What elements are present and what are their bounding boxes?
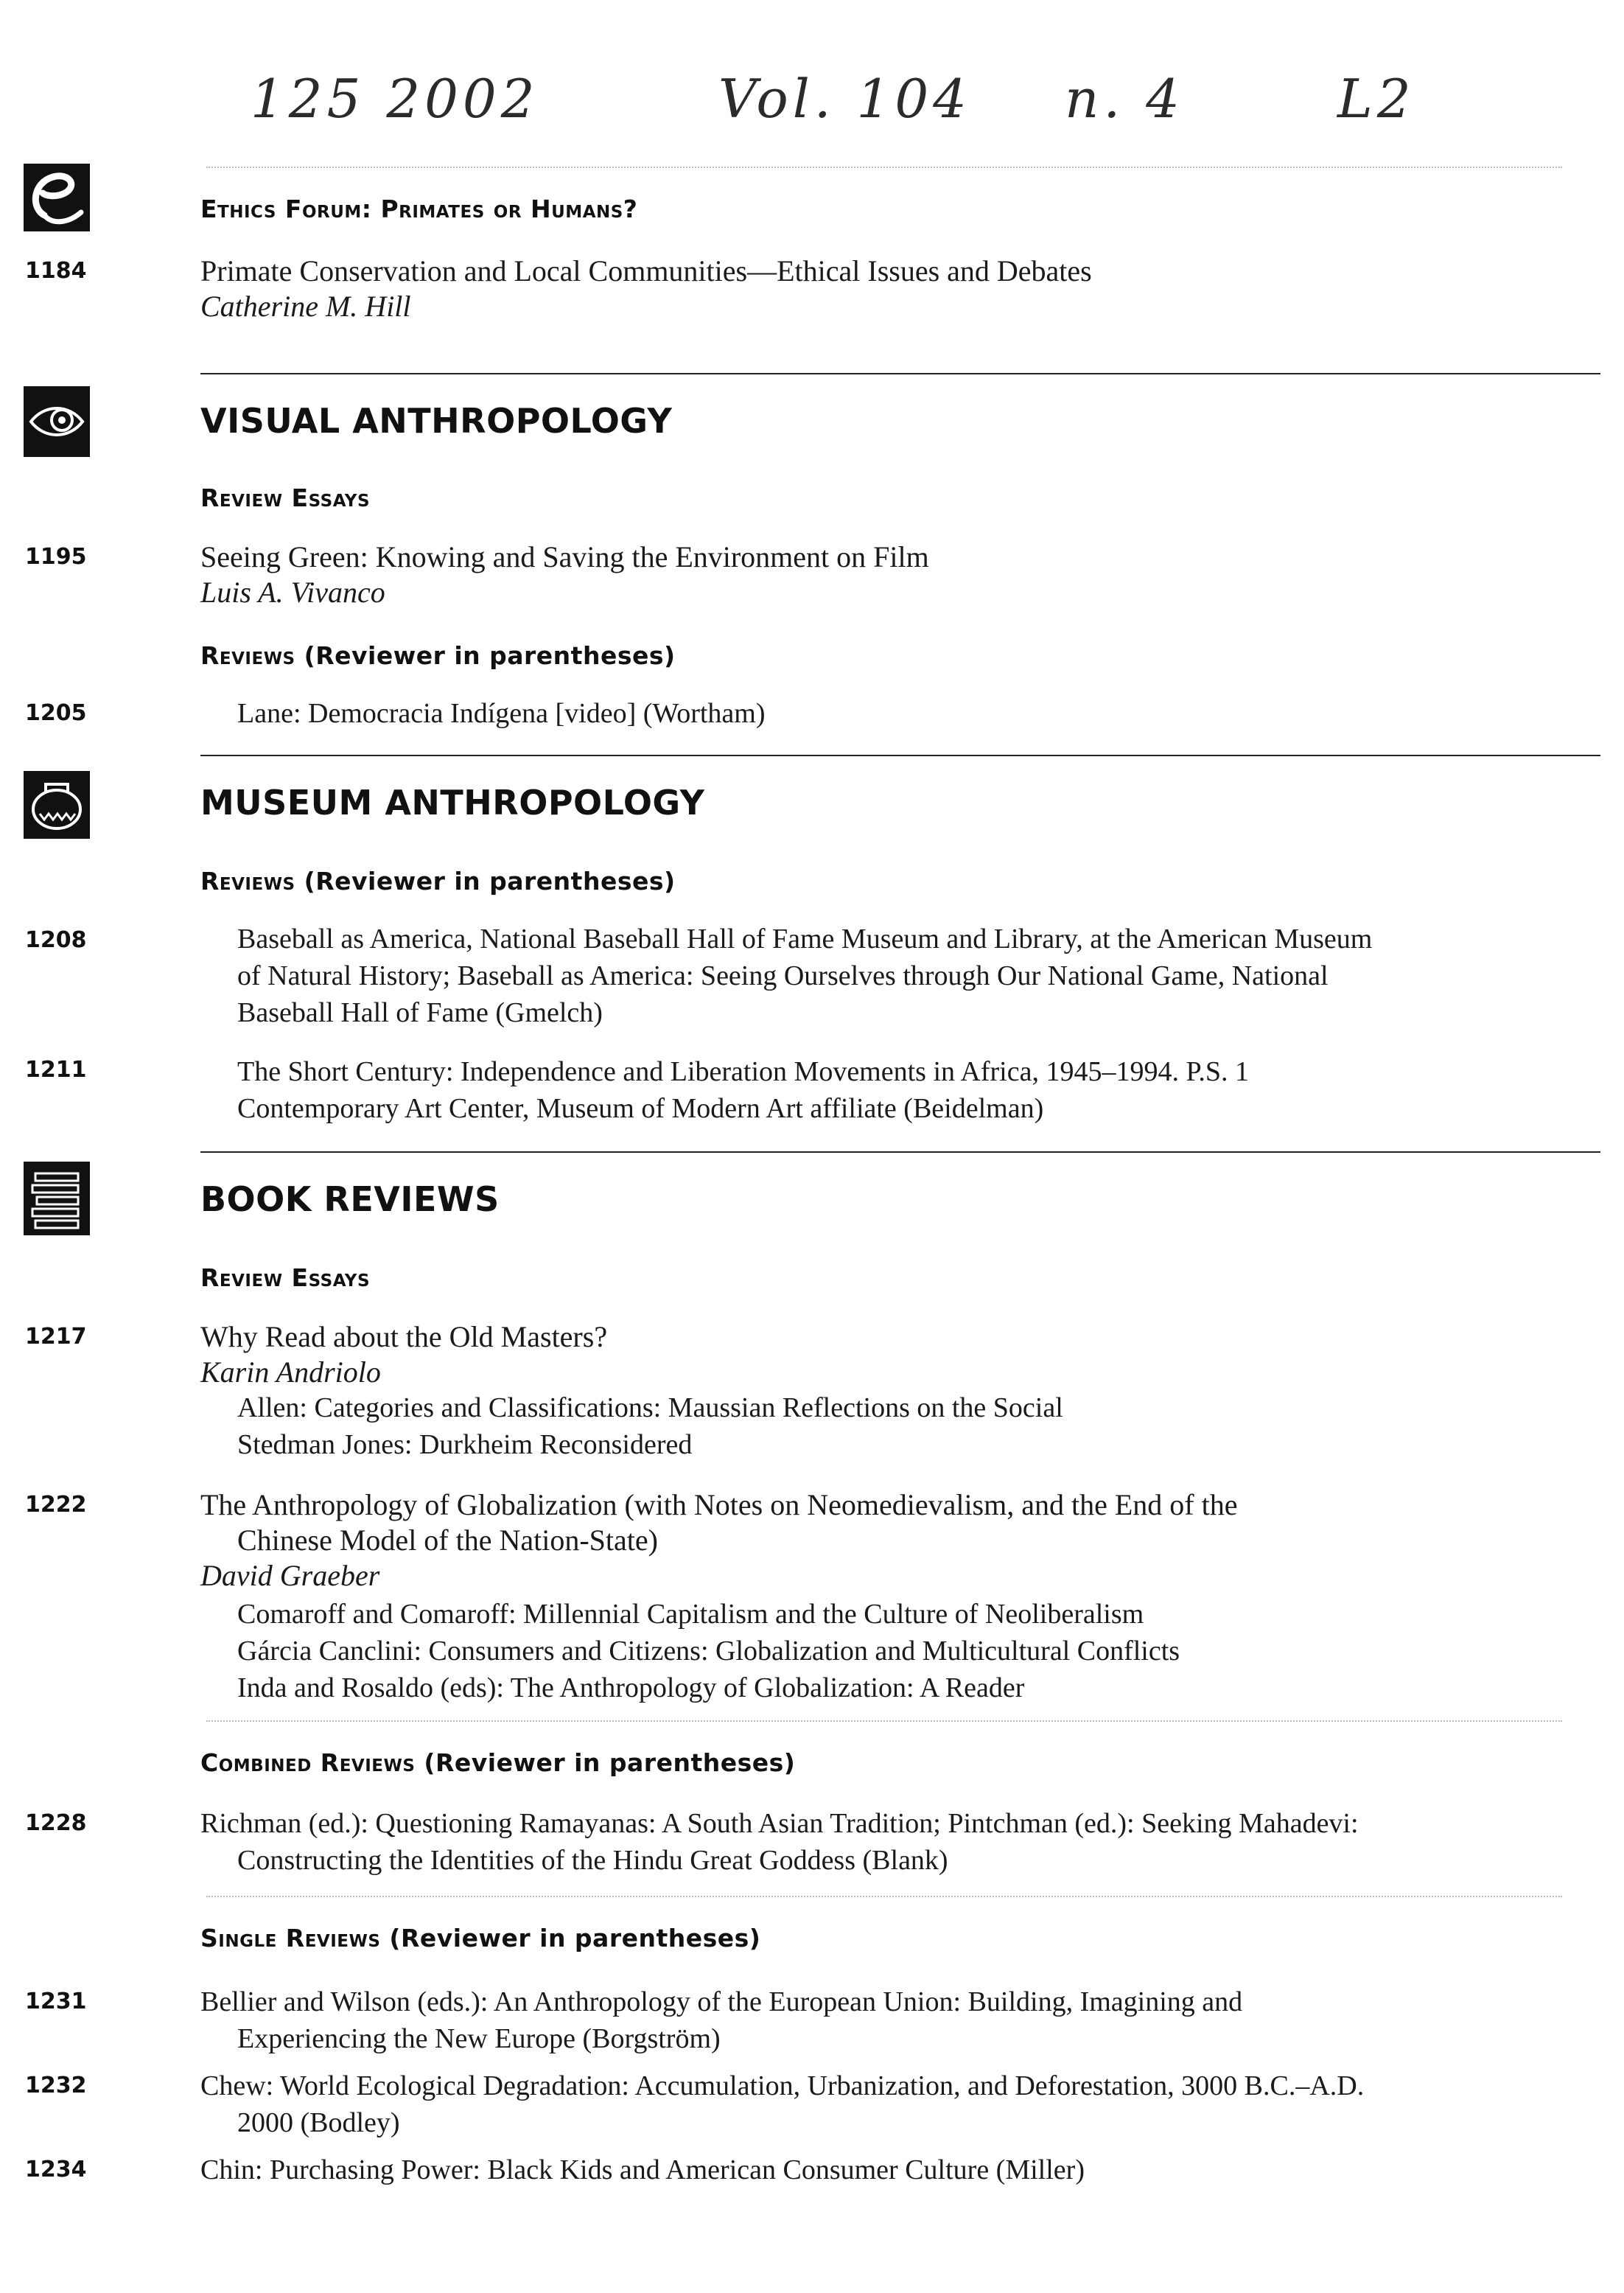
review-entry-line: Richman (ed.): Questioning Ramayanas: A South Asian Tradition; Pintchman (ed.): Seeking Mahadevi: bbox=[200, 1808, 1359, 1839]
review-essays-heading: Review Essays bbox=[200, 1263, 371, 1292]
ethics-forum-icon bbox=[24, 164, 90, 231]
page-number: 1205 bbox=[25, 700, 87, 726]
page-number: 1208 bbox=[25, 927, 87, 953]
reviewed-book: Comaroff and Comaroff: Millennial Capitalism and the Culture of Neoliberalism bbox=[237, 1599, 1144, 1630]
reviewed-book: Stedman Jones: Durkheim Reconsidered bbox=[237, 1429, 693, 1460]
article-title: Why Read about the Old Masters? bbox=[200, 1320, 608, 1353]
handwritten-note: Vol. 104 bbox=[718, 68, 971, 130]
review-entry-line: Baseball as America, National Baseball Hall of Fame Museum and Library, at the American Museum bbox=[237, 924, 1373, 954]
review-entry-line: Experiencing the New Europe (Borgström) bbox=[237, 2023, 721, 2054]
section-title-visual-anthropology: VISUAL ANTHROPOLOGY bbox=[200, 401, 673, 441]
page-number: 1234 bbox=[25, 2157, 87, 2182]
review-entry-line: Baseball Hall of Fame (Gmelch) bbox=[237, 997, 603, 1028]
article-title: The Anthropology of Globalization (with Notes on Neomedievalism, and the End of the bbox=[200, 1488, 1238, 1521]
review-entry-line: Bellier and Wilson (eds.): An Anthropology of the European Union: Building, Imagining and bbox=[200, 1986, 1243, 2017]
page-number: 1228 bbox=[25, 1810, 87, 1836]
handwritten-note: 125 2002 bbox=[251, 68, 539, 130]
eye-icon bbox=[24, 386, 90, 457]
section-divider bbox=[200, 373, 1600, 374]
article-author: David Graeber bbox=[200, 1559, 380, 1592]
article-author: Luis A. Vivanco bbox=[200, 576, 385, 609]
reviewed-book: Allen: Categories and Classifications: Maussian Reflections on the Social bbox=[237, 1392, 1063, 1423]
section-title-museum-anthropology: MUSEUM ANTHROPOLOGY bbox=[200, 783, 705, 823]
review-entry-line: Contemporary Art Center, Museum of Modern Art affiliate (Beidelman) bbox=[237, 1093, 1044, 1124]
review-entry-line: Chin: Purchasing Power: Black Kids and American Consumer Culture (Miller) bbox=[200, 2154, 1085, 2185]
combined-reviews-heading: Combined Reviews (Reviewer in parentheses) bbox=[200, 1748, 796, 1777]
review-entry-line: Chew: World Ecological Degradation: Accumulation, Urbanization, and Deforestation, 3000 B.C.–A.D. bbox=[200, 2070, 1365, 2101]
reviewed-book: Gárcia Canclini: Consumers and Citizens: Globalization and Multicultural Conflicts bbox=[237, 1636, 1180, 1666]
article-author: Karin Andriolo bbox=[200, 1355, 381, 1389]
section-divider bbox=[200, 1151, 1600, 1153]
pot-icon bbox=[24, 771, 90, 839]
article-author: Catherine M. Hill bbox=[200, 290, 411, 323]
ethics-forum-heading: Ethics Forum: Primates or Humans? bbox=[200, 195, 638, 223]
handwritten-note: L2 bbox=[1337, 68, 1415, 130]
review-entry-line: of Natural History; Baseball as America: Seeing Ourselves through Our National Game, National bbox=[237, 960, 1329, 991]
review-entry-line: 2000 (Bodley) bbox=[237, 2107, 400, 2138]
article-title: Seeing Green: Knowing and Saving the Environment on Film bbox=[200, 540, 929, 573]
review-entry-line: Constructing the Identities of the Hindu Great Goddess (Blank) bbox=[237, 1845, 948, 1876]
article-title-continued: Chinese Model of the Nation-State) bbox=[237, 1524, 658, 1557]
page-number: 1211 bbox=[25, 1057, 87, 1083]
page-number: 1232 bbox=[25, 2073, 87, 2098]
review-entry: Lane: Democracia Indígena [video] (Wortham) bbox=[237, 698, 766, 729]
handwritten-note: n. 4 bbox=[1065, 68, 1184, 130]
section-divider bbox=[200, 755, 1600, 756]
page-number: 1184 bbox=[25, 258, 87, 284]
reviews-heading: Reviews (Reviewer in parentheses) bbox=[200, 867, 676, 896]
page-number: 1217 bbox=[25, 1324, 87, 1350]
review-essays-heading: Review Essays bbox=[200, 484, 371, 512]
article-title: Primate Conservation and Local Communities—Ethical Issues and Debates bbox=[200, 254, 1092, 287]
book-stack-icon bbox=[24, 1162, 90, 1235]
single-reviews-heading: Single Reviews (Reviewer in parentheses) bbox=[200, 1924, 761, 1952]
reviewed-book: Inda and Rosaldo (eds): The Anthropology of Globalization: A Reader bbox=[237, 1672, 1025, 1703]
page-number: 1195 bbox=[25, 544, 87, 570]
page-number: 1231 bbox=[25, 1989, 87, 2014]
section-title-book-reviews: BOOK REVIEWS bbox=[200, 1179, 500, 1219]
faint-dotted-line bbox=[206, 1896, 1562, 1897]
reviews-heading: Reviews (Reviewer in parentheses) bbox=[200, 641, 676, 670]
review-entry-line: The Short Century: Independence and Liberation Movements in Africa, 1945–1994. P.S. 1 bbox=[237, 1056, 1250, 1087]
faint-dotted-line bbox=[206, 167, 1562, 168]
page-number: 1222 bbox=[25, 1492, 87, 1518]
faint-dotted-line bbox=[206, 1720, 1562, 1722]
